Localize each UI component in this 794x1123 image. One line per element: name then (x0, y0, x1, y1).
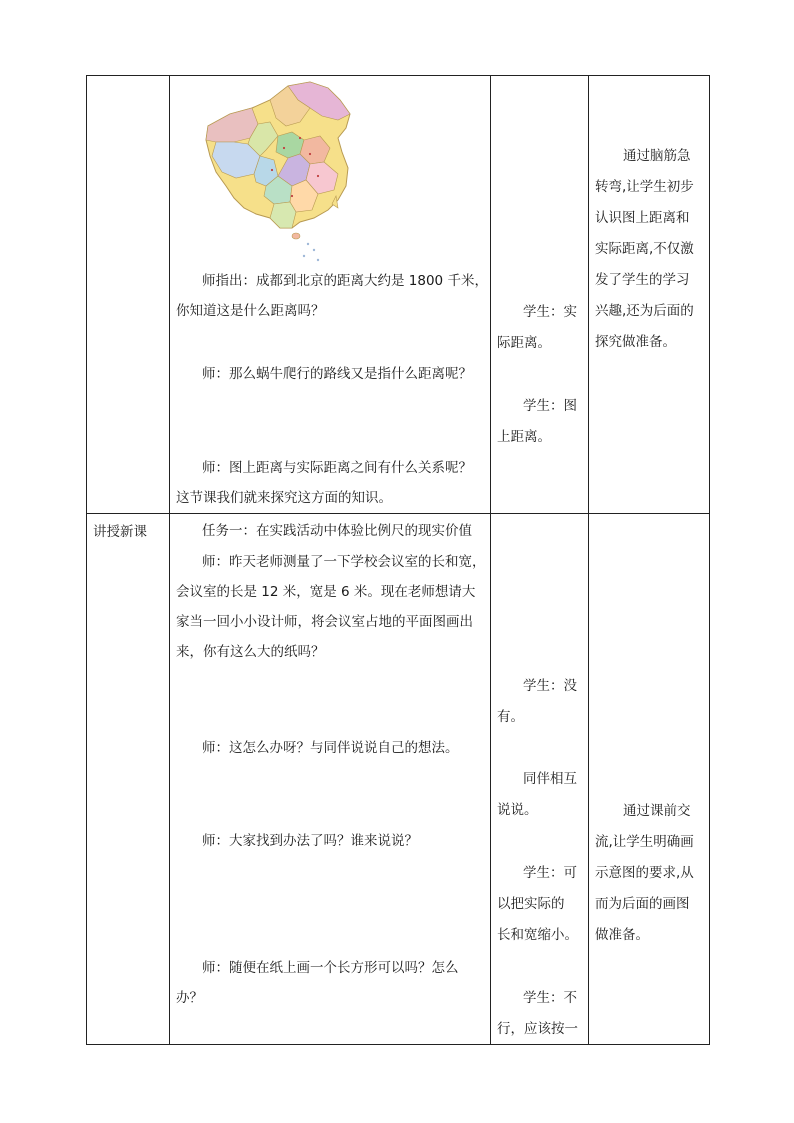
purpose-cell (589, 514, 710, 1045)
text-line: 兴趣,还为后面的 (595, 303, 694, 319)
text-line: 流,让学生明确画 (595, 834, 694, 850)
text-line: 学生：没 (523, 678, 577, 694)
text-line: 上距离。 (497, 429, 551, 445)
text-line: 转弯,让学生初步 (595, 179, 694, 195)
text-line: 任务一：在实践活动中体验比例尺的现实价值 (202, 523, 472, 539)
china-map-icon (200, 78, 360, 264)
text-line: 而为后面的画图 (595, 896, 690, 912)
text-line: 师：随便在纸上画一个长方形可以吗？怎么 (202, 960, 459, 976)
text-line: 办？ (176, 990, 203, 1006)
teacher-cell (170, 514, 491, 1045)
text-line: 师：这怎么办呀？与同伴说说自己的想法。 (202, 740, 459, 756)
teacher-cell (170, 76, 491, 514)
text-line: 师指出：成都到北京的距离大约是 1800 千米， (202, 273, 488, 289)
section-cell (87, 514, 170, 1045)
table-row (87, 76, 710, 514)
text-line: 认识图上距离和 (595, 210, 690, 226)
purpose-cell (589, 76, 710, 514)
text-line: 学生：图 (523, 398, 577, 414)
text-line: 说说。 (497, 802, 538, 818)
text-line: 长和宽缩小。 (497, 927, 578, 943)
text-line: 师：图上距离与实际距离之间有什么关系呢？ (202, 460, 472, 476)
text-line: 学生：可 (523, 865, 577, 881)
table-row (87, 514, 710, 1045)
section-cell (87, 76, 170, 514)
text-line: 通过脑筋急 (623, 148, 691, 164)
text-line: 师：大家找到办法了吗？谁来说说？ (202, 833, 418, 849)
text-line: 实际距离,不仅激 (595, 241, 694, 257)
text-line: 这节课我们就来探究这方面的知识。 (176, 490, 392, 506)
text-line: 同伴相互 (523, 771, 577, 787)
text-line: 有。 (497, 709, 524, 725)
lesson-plan-table (86, 75, 710, 1045)
text-line: 会议室的长是 12 米，宽是 6 米。现在老师想请大 (176, 584, 476, 600)
text-line: 家当一回小小设计师，将会议室占地的平面图画出 (176, 614, 473, 630)
text-line: 发了学生的学习 (595, 272, 690, 288)
text-line: 际距离。 (497, 335, 551, 351)
text-line: 学生：不 (523, 990, 577, 1006)
text-line: 行，应该按一 (497, 1021, 578, 1037)
text-line: 来，你有这么大的纸吗？ (176, 644, 325, 660)
section-label: 讲授新课 (93, 524, 147, 540)
text-line: 做准备。 (595, 927, 649, 943)
text-line: 师：那么蜗牛爬行的路线又是指什么距离呢？ (202, 366, 472, 382)
text-line: 通过课前交 (623, 803, 691, 819)
text-line: 学生：实 (523, 304, 577, 320)
text-line: 你知道这是什么距离吗？ (176, 303, 325, 319)
text-line: 探究做准备。 (595, 334, 676, 350)
text-line: 师：昨天老师测量了一下学校会议室的长和宽， (202, 554, 486, 570)
student-cell (491, 514, 589, 1045)
student-cell (491, 76, 589, 514)
text-line: 示意图的要求,从 (595, 865, 694, 881)
text-line: 以把实际的 (497, 896, 565, 912)
